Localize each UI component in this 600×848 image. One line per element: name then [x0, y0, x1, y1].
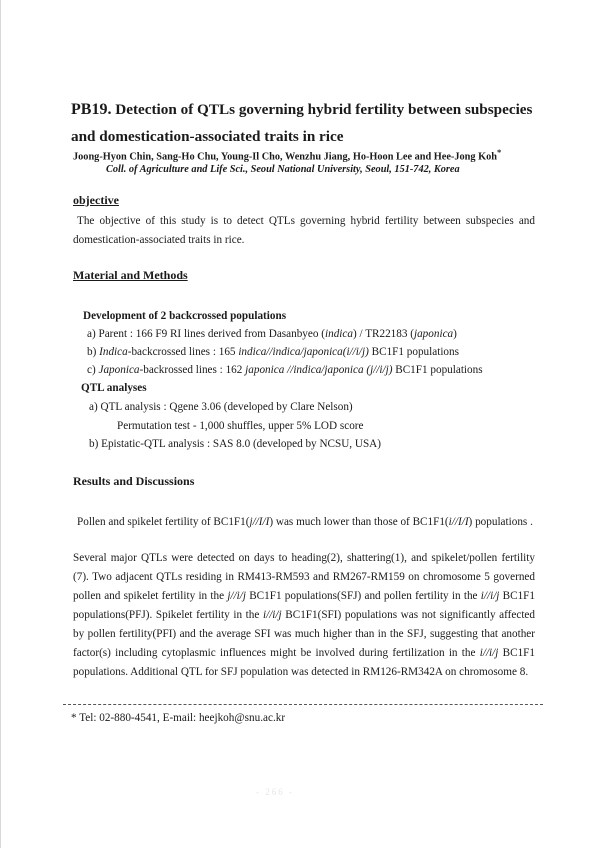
- footnote-divider: [63, 704, 543, 705]
- objective-heading: objective: [73, 193, 119, 207]
- title-text: Detection of QTLs governing hybrid fertility between subspecies and domestication-associated traits in rice: [71, 101, 533, 145]
- methods-item-epistatic: b) Epistatic-QTL analysis : SAS 8.0 (developed by NCSU, USA): [89, 438, 381, 450]
- methods-subheading-qtl: QTL analyses: [81, 382, 147, 394]
- results-paragraph-2: Several major QTLs were detected on days to heading(2), shattering(1), and spikelet/pollen fertility (7). Two adjacent QTLs residing in RM413-RM593 and RM267-RM159 on chromosome 5 governed pollen and spikelet fertility in the j//i/j BC1F1 populations(SFJ) and pollen fertility in the i//i/j BC1F1 populations(PFJ). Spikelet fertility in the i//i/j BC1F1(SFI) populations was not significantly affected by pollen fertility(PFI) and the average SFI was much higher than in the SFJ, suggesting that another factor(s) including cytoplasmic influences might be involved during fertilization in the i//i/j BC1F1 populations. Additional QTL for SFJ population was detected in RM126-RM342A on chromosome 8.: [73, 552, 536, 678]
- objective-text: The objective of this study is to detect QTLs governing hybrid fertility between subspecies and domestication-associated traits in rice.: [73, 215, 535, 246]
- footnote-contact: * Tel: 02-880-4541, E-mail: heejkoh@snu.ac.kr: [71, 712, 286, 724]
- paper-title: [71, 96, 541, 150]
- corresponding-mark: *: [496, 147, 502, 157]
- authors-text: Joong-Hyon Chin, Sang-Ho Chu, Young-Il Cho, Wenzhu Jiang, Ho-Hoon Lee and Hee-Jong Koh: [73, 151, 497, 163]
- methods-item-indica: b) Indica-backcrossed lines : 165 indica//indica/japonica(i//i/j) BC1F1 populations: [87, 346, 459, 358]
- methods-heading: Material and Methods: [73, 268, 188, 282]
- methods-subheading-populations: Development of 2 backcrossed populations: [83, 310, 287, 322]
- results-paragraph-1: Pollen and spikelet fertility of BC1F1(j//I/I) was much lower than those of BC1F1(i//I/I) populations .: [77, 516, 533, 528]
- affiliation: Coll. of Agriculture and Life Sci., Seoul National University, Seoul, 151-742, Korea: [106, 164, 460, 175]
- methods-item-qgene: a) QTL analysis : Qgene 3.06 (developed by Clare Nelson): [89, 401, 353, 413]
- page-number: - 266 -: [256, 787, 294, 797]
- methods-item-parent: a) Parent : 166 F9 RI lines derived from Dasanbyeo (indica) / TR22183 (japonica): [87, 328, 457, 340]
- abstract-code: PB19.: [71, 101, 112, 118]
- results-heading: Results and Discussions: [73, 474, 195, 488]
- methods-item-japonica: c) Japonica-backrossed lines : 162 japonica //indica/japonica (j//i/j) BC1F1 populations: [87, 364, 483, 376]
- methods-item-permutation: Permutation test - 1,000 shuffles, upper 5% LOD score: [117, 420, 364, 432]
